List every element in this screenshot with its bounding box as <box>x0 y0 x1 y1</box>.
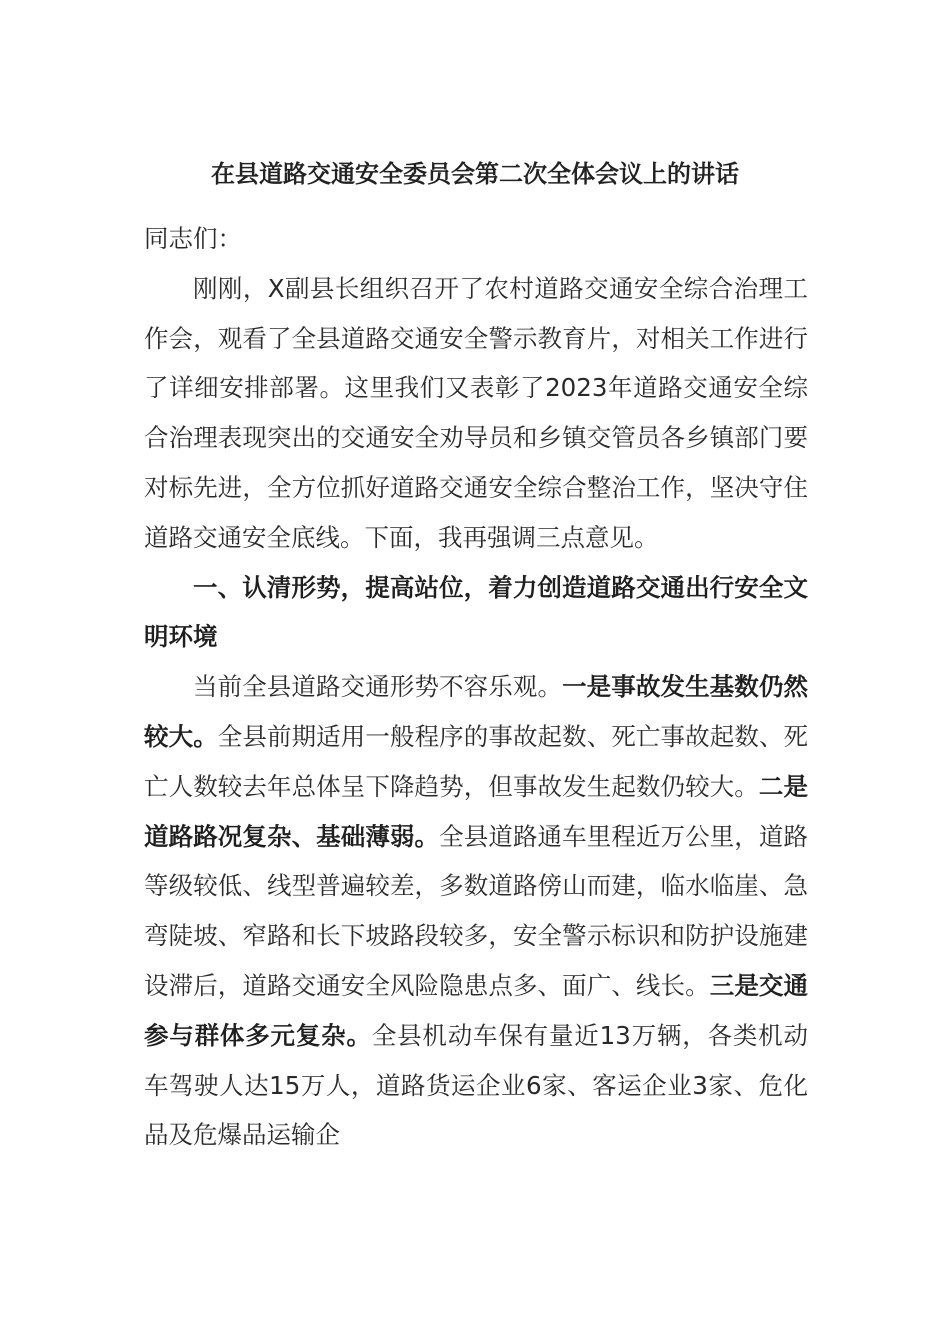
document-body <box>144 214 808 1160</box>
salutation: 同志们： <box>144 224 242 253</box>
paragraph-text: 全县机动车保有量近13万辆，各类机动车驾驶人达15万人，道路货运企业6家、客运企业3家、危化品及危爆品运输企 <box>144 1020 808 1150</box>
bold-point-2: 二是道路路况复杂、基础薄弱。 <box>144 771 809 851</box>
paragraph-intro: 刚刚，X副县长组织召开了农村道路交通安全综合治理工作会，观看了全县道路交通安全警示教育片，对相关工作进行了详细安排部署。这里我们又表彰了2023年道路交通安全综合治理表现突出的交通安全劝导员和乡镇交管员各乡镇部门要对标先进，全方位抓好道路交通安全综合整治工作，坚决守住道路交通安全底线。下面，我再强调三点意见。 <box>144 273 808 552</box>
document-title: 在县道路交通安全委员会第二次全体会议上的讲话 <box>211 160 739 188</box>
paragraph-text: 全县前期适用一般程序的事故起数、死亡事故起数、死亡人数较去年总体呈下降趋势，但事故发生起数仍较大。 <box>144 721 809 801</box>
paragraph-situation <box>144 662 808 1160</box>
bold-point-1: 一是事故发生基数仍然较大。 <box>144 672 808 751</box>
paragraph-text: 当前全县道路交通形势不容乐观。 <box>193 672 563 702</box>
paragraph-text: 全县道路通车里程近万公里，道路等级较低、线型普遍较差，多数道路傍山而建，临水临崖、急弯陡坡、窄路和长下坡路段较多，安全警示标识和防护设施建设滞后，道路交通安全风险隐患点多、面广、线长。 <box>144 821 809 1000</box>
section-heading-1: 一、认清形势，提高站位，着力创造道路交通出行安全文明环境 <box>144 572 808 652</box>
bold-point-3: 三是交通参与群体多元复杂。 <box>144 970 809 1050</box>
